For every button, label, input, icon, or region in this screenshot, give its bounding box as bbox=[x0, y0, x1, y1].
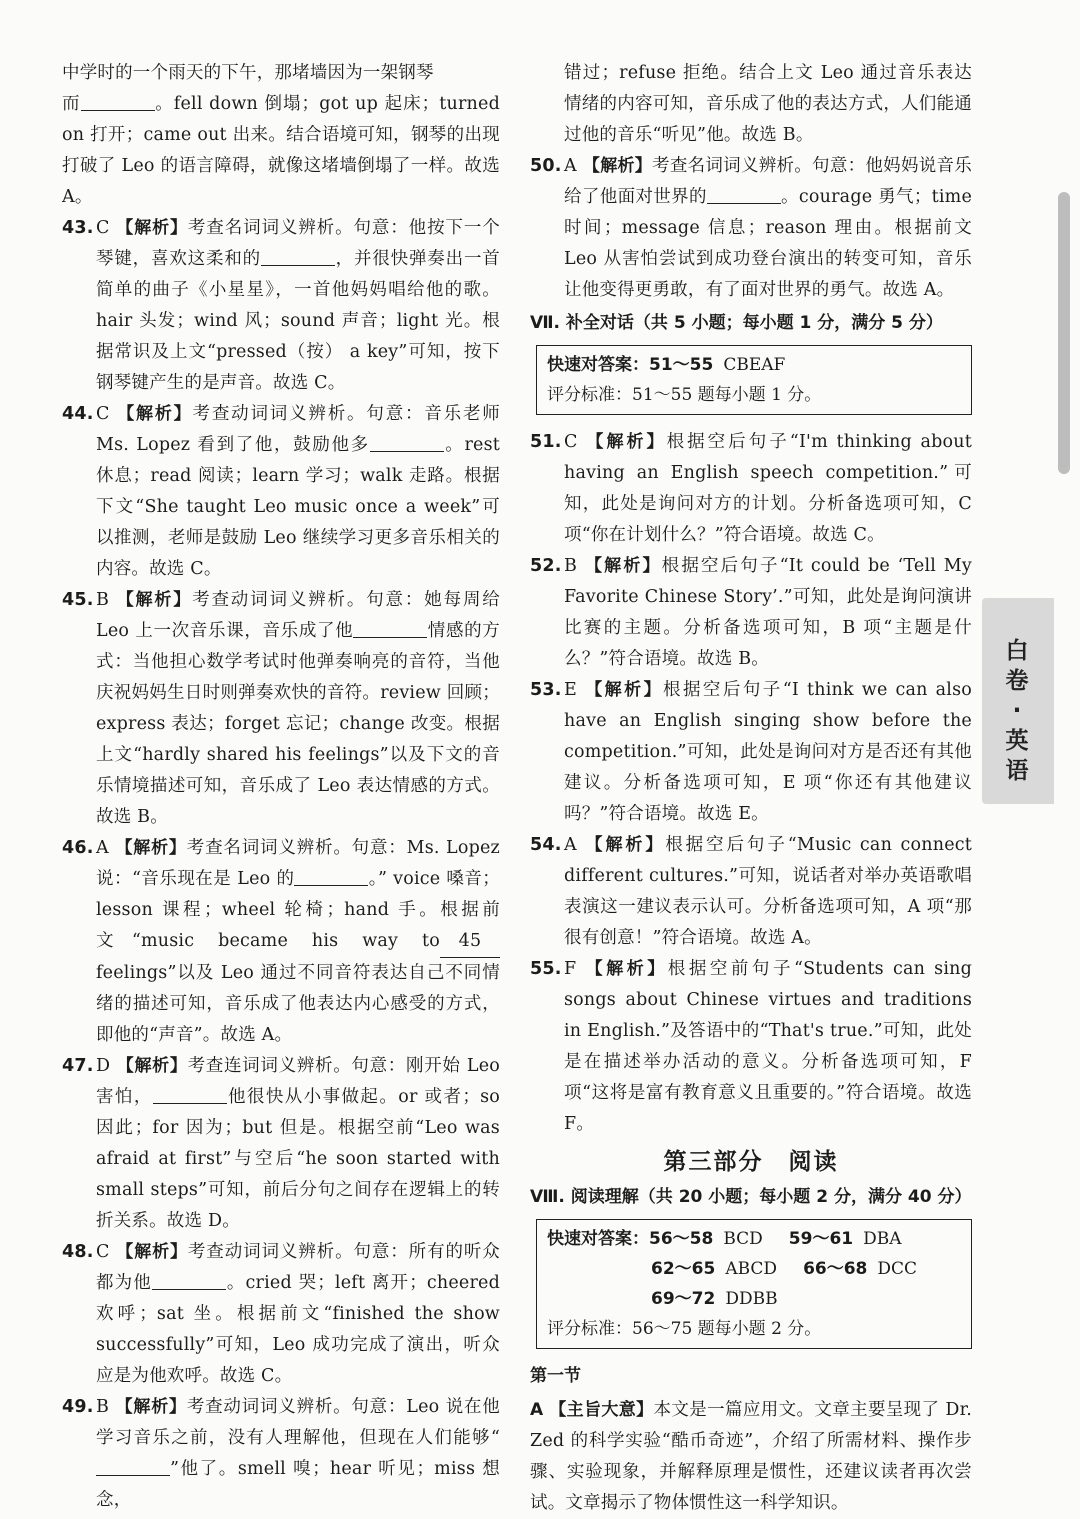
question-53 bbox=[530, 675, 972, 830]
answer-values: ABCD bbox=[725, 1259, 778, 1279]
right-column bbox=[530, 58, 972, 1519]
explanation-text: 考查动词词义辨析。句意：Leo 说在他学习音乐之前，没有人理解他，但现在人们能够“ bbox=[96, 1397, 500, 1448]
part-3-title: 第三部分 阅读 bbox=[663, 1149, 839, 1175]
question-52 bbox=[530, 551, 972, 675]
explanation-text: ”他了。smell 嗅；hear 听见；miss 想念， bbox=[96, 1459, 500, 1510]
question-44 bbox=[62, 399, 500, 585]
question-54 bbox=[530, 830, 972, 954]
analysis-tag: 【解析】 bbox=[582, 959, 668, 979]
quick-answer-label: 快速对答案： bbox=[547, 1229, 649, 1249]
answer-letter: A bbox=[564, 156, 577, 176]
analysis-tag: 【解析】 bbox=[582, 835, 666, 855]
analysis-tag: 【解析】 bbox=[582, 156, 653, 176]
explanation-text: 根据空后句子“It could be ‘Tell My Favorite Chinese Story’.”可知，此处是询问演讲比赛的主题。分析备选项可知，B 项“主题是什么？”符合语境。故选 B。 bbox=[564, 556, 972, 669]
question-number: 52. bbox=[530, 556, 562, 576]
question-number: 49. bbox=[62, 1397, 94, 1417]
answer-blank bbox=[353, 619, 427, 638]
quick-answer-box-8 bbox=[536, 1219, 972, 1349]
answer-letter: C bbox=[96, 1242, 110, 1262]
analysis-tag: 【解析】 bbox=[115, 218, 188, 238]
explanation-text: 根据空前句子“Students can sing songs about Chinese virtues and traditions in English.”及答语中的“That's true.”可知，此处是在描述举办活动的意义。分析备选项可知，F 项“这将是富有教育意义且重要的。”符合语境。故选 F。 bbox=[564, 959, 972, 1134]
question-number: 44. bbox=[62, 404, 94, 424]
q42-text-a: 而 bbox=[62, 94, 81, 114]
explanation-text: 情感的方式：当他担心数学考试时他弹奏响亮的音符，当他庆祝妈妈生日时则弹奏欢快的音符。review 回顾；express 表达；forget 忘记；change 改变。根据上文“hardly shared his feelings”以及下文的音乐情境描述可知，音乐成了 Leo 表达情感的方式。故选 B。 bbox=[96, 621, 500, 827]
answer-blank bbox=[152, 1271, 226, 1290]
quick-answer-row bbox=[547, 1254, 961, 1284]
explanation-text: 根据空后句子“I'm thinking about having an English speech competition.”可知，此处是询问对方的计划。分析备选项可知，C 项“你在计划什么？”符合语境。故选 C。 bbox=[564, 432, 972, 545]
analysis-tag: 【解析】 bbox=[115, 590, 193, 610]
question-number: 51. bbox=[530, 432, 562, 452]
passage-letter: A bbox=[530, 1400, 544, 1420]
analysis-tag: 【解析】 bbox=[115, 404, 193, 424]
answer-letter: B bbox=[564, 556, 578, 576]
explanation-text: 。” voice 嗓音；lesson 课程；wheel 轮椅；hand 手。根据前文“music became his way to bbox=[96, 869, 500, 951]
answer-letter: D bbox=[96, 1056, 111, 1076]
subsection-heading: 第一节 bbox=[530, 1366, 581, 1386]
question-46 bbox=[62, 833, 500, 1051]
explanation-text: 考查名词词义辨析。句意：他妈妈说音乐给了他面对世界的 bbox=[564, 156, 972, 207]
answer-range: 56～58 bbox=[649, 1229, 714, 1249]
quick-answer-box-7 bbox=[536, 345, 972, 415]
answer-letter: A bbox=[564, 835, 577, 855]
explanation-text: feelings”以及 Leo 通过不同音符表达自己不同情绪的描述可知，音乐成了他表达内心感受的方式，即他的“声音”。故选 A。 bbox=[96, 963, 500, 1045]
answer-range: 69～72 bbox=[651, 1289, 716, 1309]
answer-letter: C bbox=[96, 404, 110, 424]
analysis-tag: 【解析】 bbox=[583, 556, 662, 576]
answer-range: 51～55 bbox=[649, 355, 714, 375]
analysis-tag: 【解析】 bbox=[116, 1056, 188, 1076]
analysis-tag: 【解析】 bbox=[115, 1397, 187, 1417]
question-51 bbox=[530, 427, 972, 551]
passage-a-summary bbox=[530, 1395, 972, 1519]
question-47 bbox=[62, 1051, 500, 1237]
quick-answer-label: 快速对答案： bbox=[547, 355, 649, 375]
question-49 bbox=[62, 1392, 500, 1516]
section-8-heading: Ⅷ. 阅读理解（共 20 小题；每小题 2 分，满分 40 分） bbox=[530, 1187, 972, 1207]
answer-blank bbox=[261, 247, 335, 266]
question-50 bbox=[530, 151, 972, 306]
question-number: 43. bbox=[62, 218, 94, 238]
answer-letter: B bbox=[96, 590, 110, 610]
answer-values: DBA bbox=[863, 1229, 902, 1249]
quick-answer-row bbox=[547, 1284, 961, 1314]
left-column bbox=[62, 58, 500, 1516]
q42-text-b: 。fell down 倒塌；got up 起床；turned on 打开；came out 出来。结合语境可知，钢琴的出现打破了 Leo 的语言障碍，就像这堵墙倒塌了一样。故选 A。 bbox=[62, 94, 500, 207]
answer-blank bbox=[370, 433, 444, 452]
quick-answer-row bbox=[547, 1224, 961, 1254]
explanation-text: 。rest 休息；read 阅读；learn 学习；walk 走路。根据下文“She taught Leo music once a week”可以推测，老师是鼓励 Leo 继续学习更多音乐相关的内容。故选 C。 bbox=[96, 435, 500, 579]
explanation-text: 考查动词词义辨析。句意：音乐老师 Ms. Lopez 看到了他，鼓励他多 bbox=[96, 404, 500, 455]
answer-blank bbox=[294, 867, 368, 886]
question-43 bbox=[62, 213, 500, 399]
analysis-tag: 【解析】 bbox=[114, 838, 187, 858]
analysis-tag: 【解析】 bbox=[115, 1242, 188, 1262]
quick-answer-row bbox=[547, 350, 961, 380]
explanation-text: 考查连词词义辨析。句意：刚开始 Leo 害怕， bbox=[96, 1056, 500, 1107]
answer-values: DDBB bbox=[725, 1289, 778, 1309]
side-tab bbox=[982, 598, 1054, 804]
answer-range: 59～61 bbox=[788, 1229, 854, 1249]
explanation-text: 根据空后句子“Music can connect different cultures.”可知，说话者对举办英语歌唱表演这一建议表示认可。分析备选项可知，A 项“那很有创意！”符合语境。故选 A。 bbox=[564, 835, 972, 948]
answer-range: 66～68 bbox=[803, 1259, 868, 1279]
question-number: 53. bbox=[530, 680, 562, 700]
explanation-text: 根据空后句子“I think we can also have an English singing show before the competition.”可知，此处是询问对方是否还有其他建议。分析备选项可知，E 项“你还有其他建议吗？”符合语境。故选 E。 bbox=[564, 680, 972, 824]
question-number: 50. bbox=[530, 156, 562, 176]
answer-values: CBEAF bbox=[723, 355, 786, 375]
explanation-text: 。courage 勇气；time 时间；message 信息；reason 理由。根据前文 Leo 从害怕尝试到成功登台演出的转变可知，音乐让他变得更勇敢，有了面对世界的勇气。故选 A。 bbox=[564, 187, 972, 300]
analysis-tag: 【解析】 bbox=[582, 680, 664, 700]
answer-values: DCC bbox=[877, 1259, 918, 1279]
question-number: 48. bbox=[62, 1242, 94, 1262]
q42-continued bbox=[62, 58, 500, 213]
scoring-standard: 评分标准：51～55 题每小题 1 分。 bbox=[547, 385, 822, 405]
question-55 bbox=[530, 954, 972, 1140]
answer-letter: C bbox=[96, 218, 110, 238]
answer-letter: A bbox=[96, 838, 109, 858]
question-48 bbox=[62, 1237, 500, 1392]
question-number: 55. bbox=[530, 959, 562, 979]
explanation-text: 他很快从小事做起。or 或者；so 因此；for 因为；but 但是。根据空前“Leo was afraid at first”与空后“he soon started with small steps”可知，前后分句之间存在逻辑上的转折关系。故选 D。 bbox=[96, 1087, 500, 1231]
answer-values: BCD bbox=[723, 1229, 763, 1249]
answer-blank bbox=[96, 1457, 170, 1476]
question-45 bbox=[62, 585, 500, 833]
explanation-text: 。cried 哭；left 离开；cheered 欢呼；sat 坐。根据前文“finished the show successfully”可知，Leo 成功完成了演出，听众应是为他欢呼。故选 C。 bbox=[96, 1273, 501, 1386]
side-tab-label: 白卷·英语 bbox=[1005, 638, 1029, 784]
answer-letter: C bbox=[564, 432, 578, 452]
answer-blank bbox=[707, 185, 781, 204]
answer-blank bbox=[153, 1085, 227, 1104]
explanation-text: 考查名词词义辨析。句意：Ms. Lopez 说：“音乐现在是 Leo 的 bbox=[96, 838, 500, 889]
explanation-text: 考查名词词义辨析。句意：他按下一个琴键，喜欢这柔和的 bbox=[96, 218, 500, 269]
scoring-standard: 评分标准：56～75 题每小题 2 分。 bbox=[547, 1319, 822, 1339]
answer-letter: E bbox=[564, 680, 577, 700]
answer-letter: F bbox=[564, 959, 577, 979]
answer-range: 62～65 bbox=[651, 1259, 716, 1279]
answer-letter: B bbox=[96, 1397, 110, 1417]
question-number: 46. bbox=[62, 838, 94, 858]
answer-blank bbox=[81, 92, 155, 111]
blank-number-45: 45 bbox=[440, 926, 500, 958]
question-number: 47. bbox=[62, 1056, 94, 1076]
main-idea-text: 本文是一篇应用文。文章主要呈现了 Dr. Zed 的科学实验“酷币奇迹”，介绍了所需材料、操作步骤、实验现象，并解释原理是惯性，还建议读者再次尝试。文章揭示了物体惯性这一科学知识。 bbox=[530, 1400, 972, 1513]
analysis-tag: 【解析】 bbox=[583, 432, 667, 452]
question-number: 45. bbox=[62, 590, 94, 610]
explanation-text: 考查动词词义辨析。句意：所有的听众都为他 bbox=[96, 1242, 500, 1293]
section-7-heading: Ⅶ. 补全对话（共 5 小题；每小题 1 分，满分 5 分） bbox=[530, 313, 943, 333]
scrollbar[interactable] bbox=[1058, 192, 1070, 474]
q42-line1: 中学时的一个雨天的下午，那堵墙因为一架钢琴 bbox=[62, 63, 434, 83]
question-number: 54. bbox=[530, 835, 562, 855]
explanation-text: ，并很快弹奏出一首简单的曲子《小星星》，一首他妈妈唱给他的歌。hair 头发；wind 风；sound 声音；light 光。根据常识及上文“pressed（按） a key”可知，按下钢琴键产生的是声音。故选 C。 bbox=[96, 249, 500, 393]
q49-continued: 错过；refuse 拒绝。结合上文 Leo 通过音乐表达情绪的内容可知，音乐成了他的表达方式，人们能通过他的音乐“听见”他。故选 B。 bbox=[564, 63, 972, 145]
main-idea-tag: 【主旨大意】 bbox=[549, 1400, 654, 1420]
explanation-text: 考查动词词义辨析。句意：她每周给 Leo 上一次音乐课，音乐成了他 bbox=[96, 590, 500, 641]
